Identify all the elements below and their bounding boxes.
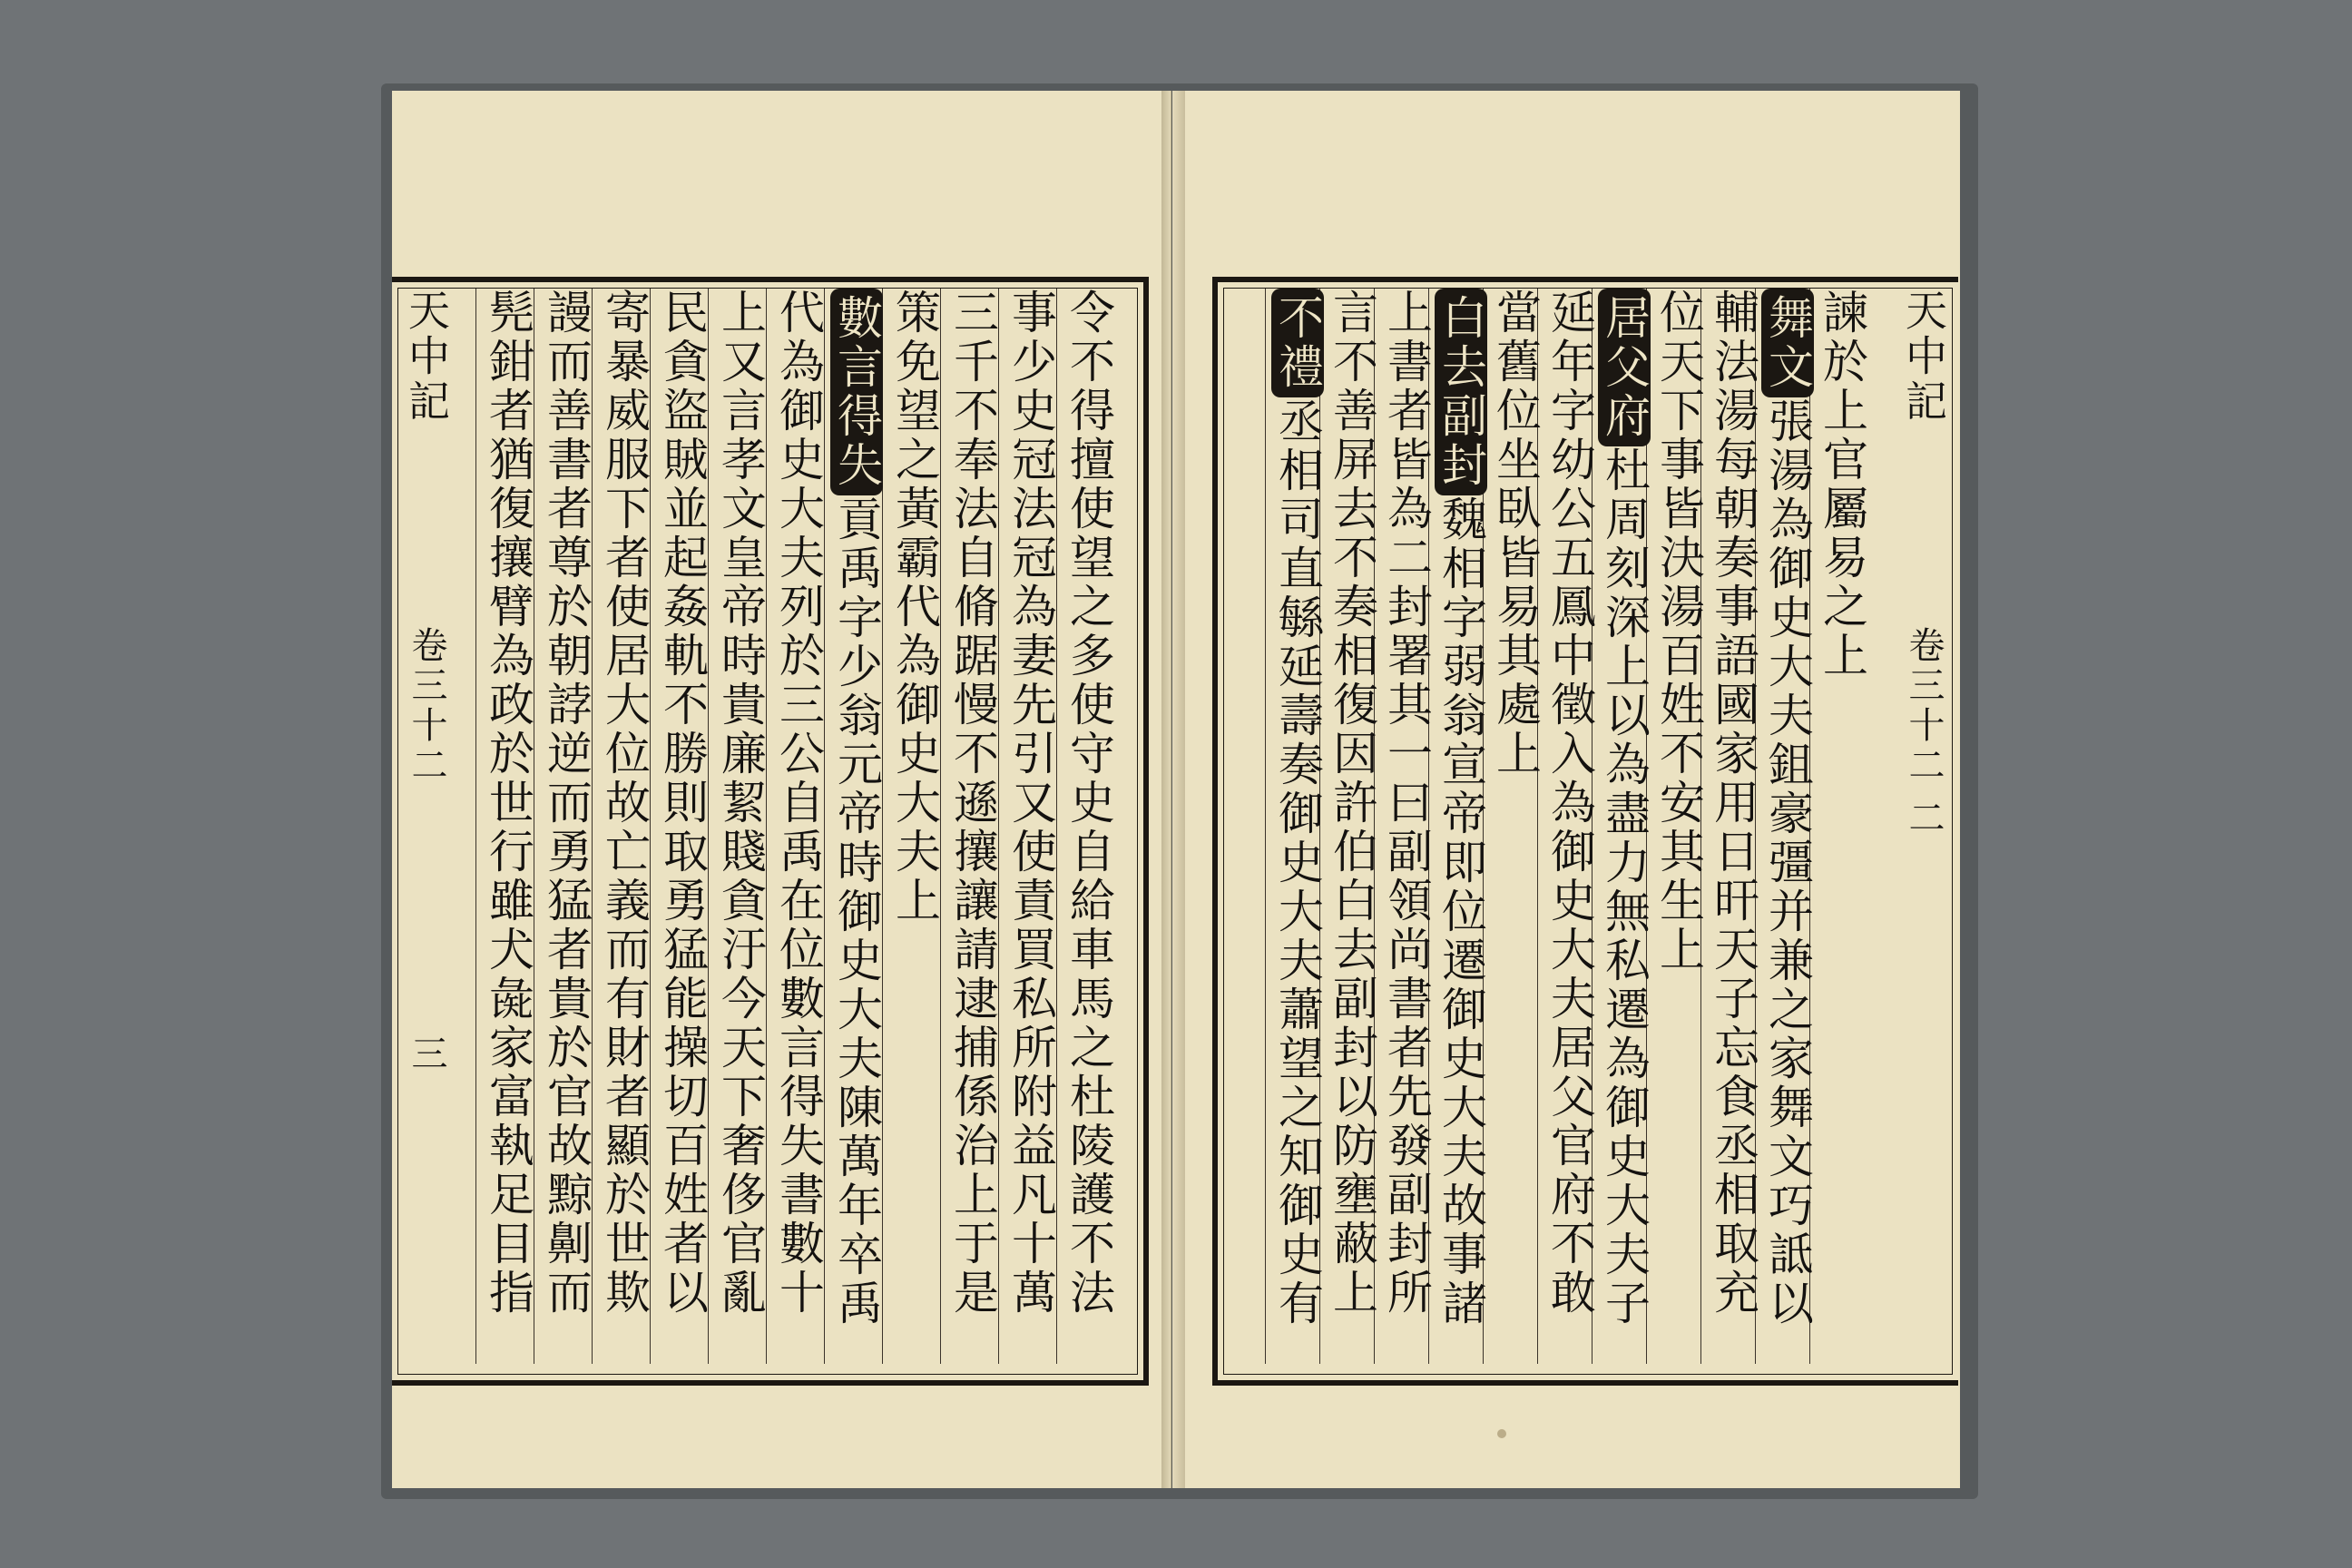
column-text: 令不得擅使望之多使守史自給車馬之杜陵護不法 [1063, 289, 1115, 1318]
text-column [1270, 289, 1325, 1364]
text-column [1062, 289, 1116, 1364]
column-rule [1265, 289, 1266, 1364]
text-column [713, 289, 768, 1364]
heading-label: 不禮 [1271, 289, 1324, 397]
column-text: 三千不奉法自脩踞慢不遜攘讓請逮捕係治上于是 [946, 289, 999, 1318]
heading-label: 居父府 [1598, 289, 1651, 446]
column-text: 杜周刻深上以為盡力無私遷為御史大夫子 [1598, 446, 1651, 1328]
book-gutter [1161, 91, 1185, 1488]
left-margin-page: 三 [406, 1034, 447, 1074]
column-text: 魏相字弱翁宣帝即位遷御史大夫故事諸 [1435, 495, 1487, 1328]
column-text: 策免望之黃霸代為御史大夫上 [888, 289, 941, 926]
text-column [1815, 289, 1869, 1364]
column-text: 代為御史大夫列於三公自禹在位數言得失書數十 [772, 289, 825, 1318]
text-column [481, 289, 535, 1364]
text-column [1434, 289, 1488, 1364]
text-column [829, 289, 884, 1364]
text-column [1488, 289, 1543, 1364]
right-margin-page: 二 [1903, 799, 1945, 838]
right-margin-volume: 卷三十二 [1903, 626, 1945, 786]
column-text: 上又言孝文皇帝時貴廉絜賤貪汙今天下奢侈官亂 [714, 289, 767, 1318]
column-text: 貢禹字少翁元帝時御史大夫陳萬年卒禹 [830, 495, 883, 1328]
column-rule [475, 289, 476, 1364]
text-column [1004, 289, 1058, 1364]
text-column [1543, 289, 1597, 1364]
text-column [771, 289, 826, 1364]
page-stain [1497, 1429, 1506, 1438]
heading-label: 舞文 [1761, 289, 1814, 397]
column-text: 事少史冠法冠為妻先引又使責買私所附益凡十萬 [1004, 289, 1057, 1318]
column-text: 張湯為御史大夫鉏豪彊并兼之家舞文巧詆以 [1761, 397, 1814, 1328]
column-text: 輔法湯每朝奏事語國家用日旰天子忘食丞相取充 [1707, 289, 1759, 1318]
text-column [597, 289, 652, 1364]
column-text: 寄暴威服下者使居大位故亡義而有財者顯於世欺 [598, 289, 651, 1318]
column-text: 髡鉗者猶復攘臂為政於世行雖犬彘家富執足目指 [482, 289, 534, 1318]
text-column [539, 289, 593, 1364]
column-text: 延年字幼公五鳳中徵入為御史大夫居父官府不敢 [1544, 289, 1596, 1318]
heading-label: 數言得失 [830, 289, 883, 495]
column-text: 當舊位坐臥皆易其處上 [1489, 289, 1542, 779]
column-text: 丞相司直緐延壽奏御史大夫蕭望之知御史有 [1271, 397, 1324, 1328]
text-column [887, 289, 942, 1364]
text-column [1379, 289, 1434, 1364]
column-text: 位天下事皆決湯百姓不安其生上 [1652, 289, 1705, 975]
text-column [1706, 289, 1760, 1364]
left-margin-volume: 卷三十二 [406, 626, 447, 786]
column-text: 諫於上官屬易之上 [1816, 289, 1868, 681]
text-column [946, 289, 1000, 1364]
heading-label: 白去副封 [1435, 289, 1487, 495]
text-column [1597, 289, 1651, 1364]
column-text: 民貪盜賊並起姦軌不勝則取勇猛能操切百姓者以 [656, 289, 709, 1318]
right-margin-title: 天中記 [1899, 289, 1948, 425]
column-text: 言不善屏去不奏相復因許伯白去副封以防壅蔽上 [1326, 289, 1378, 1318]
text-column [1760, 289, 1815, 1364]
text-column [1651, 289, 1706, 1364]
column-text: 謾而善書者尊於朝誖逆而勇猛者貴於官故黥劓而 [540, 289, 593, 1318]
left-margin-title: 天中記 [402, 289, 451, 425]
column-text: 上書者皆為二封署其一曰副領尚書者先發副封所 [1380, 289, 1433, 1318]
text-column [655, 289, 710, 1364]
text-column [1325, 289, 1379, 1364]
